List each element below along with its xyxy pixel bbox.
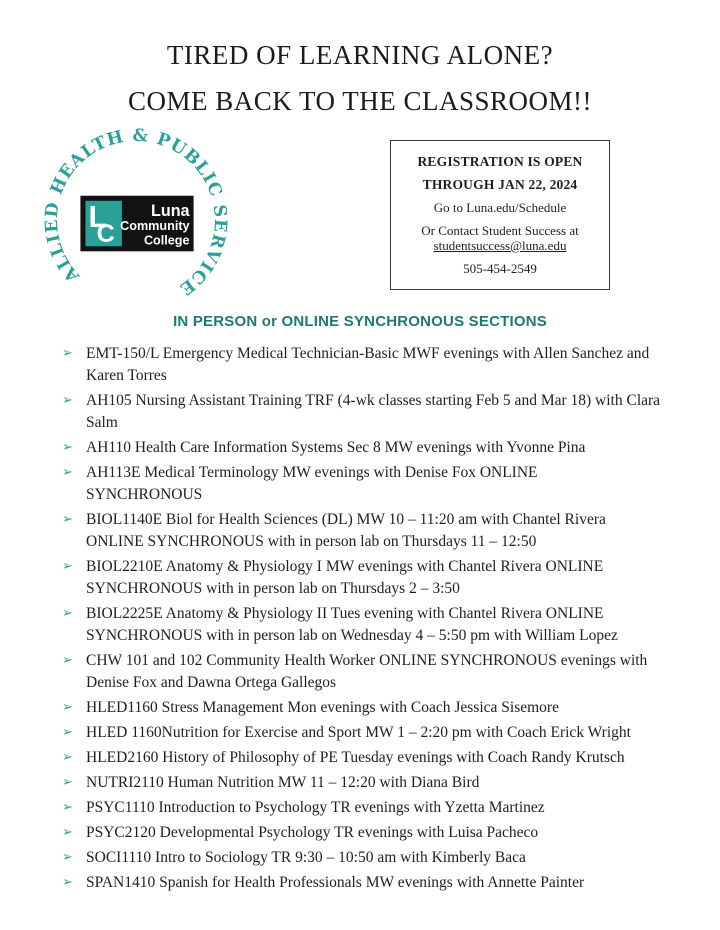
course-line: HLED2160 History of Philosophy of PE Tuesday evenings with Coach Randy Krutsch: [86, 749, 625, 766]
contact-text: Or Contact Student Success at: [421, 223, 579, 238]
course-line: SYNCHRONOUS with in person lab on Wednesday 4 – 5:50 pm with William Lopez: [86, 627, 618, 644]
course-item: [62, 747, 676, 769]
arrow-bullet-icon: ➢: [62, 750, 73, 765]
college-logo: [40, 124, 232, 316]
logo-name-line1: Luna: [150, 201, 190, 220]
course-item: [62, 797, 676, 819]
arrow-bullet-icon: ➢: [62, 875, 73, 890]
course-text: [86, 722, 676, 744]
course-text: [86, 437, 676, 459]
course-item: [62, 697, 676, 719]
arrow-bullet-icon: ➢: [62, 465, 73, 480]
course-item: [62, 822, 676, 844]
course-line: SYNCHRONOUS with in person lab on Thursdays 2 – 3:50: [86, 580, 460, 597]
registration-box: [390, 140, 610, 290]
course-text: [86, 872, 676, 894]
arrow-bullet-icon: ➢: [62, 725, 73, 740]
course-item: [62, 437, 676, 459]
arrow-bullet-icon: ➢: [62, 559, 73, 574]
course-text: [86, 772, 676, 794]
schedule-url: Go to Luna.edu/Schedule: [433, 200, 567, 215]
course-line: Karen Torres: [86, 367, 167, 384]
registration-deadline: THROUGH JAN 22, 2024: [422, 177, 578, 192]
page-title-line-1: TIRED OF LEARNING ALONE?: [166, 40, 554, 70]
registration-status: REGISTRATION IS OPEN: [417, 154, 583, 169]
course-line: AH110 Health Care Information Systems Sec 8 MW evenings with Yvonne Pina: [86, 439, 586, 456]
logo-name-line3: College: [143, 233, 190, 248]
course-line: AH105 Nursing Assistant Training TRF (4-wk classes starting Feb 5 and Mar 18) with Clara: [86, 392, 661, 409]
course-text: [86, 390, 676, 434]
course-line: SYNCHRONOUS: [86, 486, 203, 503]
course-item: [62, 722, 676, 744]
logo-monogram-c: C: [96, 220, 115, 249]
course-line: ONLINE SYNCHRONOUS with in person lab on Thursdays 11 – 12:50: [86, 533, 537, 550]
course-text: [86, 343, 676, 387]
arrow-bullet-icon: ➢: [62, 775, 73, 790]
course-text: [86, 822, 676, 844]
logo-ring-text: ALLIED HEALTH & PUBLIC SERVICE: [41, 125, 231, 299]
course-text: [86, 697, 676, 719]
course-line: HLED 1160Nutrition for Exercise and Sport MW 1 – 2:20 pm with Coach Erick Wright: [86, 724, 631, 741]
arrow-bullet-icon: ➢: [62, 606, 73, 621]
course-line: PSYC2120 Developmental Psychology TR evenings with Luisa Pacheco: [86, 824, 539, 841]
course-item: [62, 650, 676, 694]
arrow-bullet-icon: ➢: [62, 850, 73, 865]
arrow-bullet-icon: ➢: [62, 800, 73, 815]
course-text: [86, 509, 676, 553]
arrow-bullet-icon: ➢: [62, 440, 73, 455]
course-text: [86, 797, 676, 819]
course-text: [86, 462, 676, 506]
course-line: CHW 101 and 102 Community Health Worker ONLINE SYNCHRONOUS evenings with: [86, 652, 648, 669]
arrow-bullet-icon: ➢: [62, 700, 73, 715]
course-text: [86, 847, 676, 869]
course-line: Denise Fox and Dawna Ortega Gallegos: [86, 674, 337, 691]
course-line: AH113E Medical Terminology MW evenings with Denise Fox ONLINE: [86, 464, 538, 481]
course-item: [62, 343, 676, 387]
course-line: SPAN1410 Spanish for Health Professionals MW evenings with Annette Painter: [86, 874, 585, 891]
course-text: [86, 747, 676, 769]
logo-name-line2: Community: [120, 219, 190, 234]
course-item: [62, 462, 676, 506]
phone-number: 505-454-2549: [463, 261, 537, 276]
logo-monogram-l: L: [88, 201, 108, 235]
course-line: EMT-150/L Emergency Medical Technician-Basic MWF evenings with Allen Sanchez and: [86, 345, 650, 362]
course-text: [86, 603, 676, 647]
course-text: [86, 556, 676, 600]
course-item: [62, 772, 676, 794]
course-line: Salm: [86, 414, 118, 431]
course-line: SOCI1110 Intro to Sociology TR 9:30 – 10:50 am with Kimberly Baca: [86, 849, 526, 866]
arrow-bullet-icon: ➢: [62, 393, 73, 408]
arrow-bullet-icon: ➢: [62, 512, 73, 527]
arrow-bullet-icon: ➢: [62, 346, 73, 361]
course-list: [62, 343, 676, 894]
course-item: [62, 509, 676, 553]
course-text: [86, 650, 676, 694]
arrow-bullet-icon: ➢: [62, 825, 73, 840]
course-line: PSYC1110 Introduction to Psychology TR evenings with Yzetta Martinez: [86, 799, 545, 816]
course-item: [62, 872, 676, 894]
email-link[interactable]: studentsuccess@luna.edu: [433, 238, 567, 253]
section-heading: IN PERSON or ONLINE SYNCHRONOUS SECTIONS: [173, 313, 547, 330]
course-line: NUTRI2110 Human Nutrition MW 11 – 12:20 with Diana Bird: [86, 774, 480, 791]
course-item: [62, 556, 676, 600]
arrow-bullet-icon: ➢: [62, 653, 73, 668]
course-line: BIOL2225E Anatomy & Physiology II Tues evening with Chantel Rivera ONLINE: [86, 605, 604, 622]
course-line: BIOL1140E Biol for Health Sciences (DL) MW 10 – 11:20 am with Chantel Rivera: [86, 511, 606, 528]
contact-block: [421, 223, 578, 253]
course-item: [62, 390, 676, 434]
course-item: [62, 603, 676, 647]
course-item: [62, 847, 676, 869]
course-line: BIOL2210E Anatomy & Physiology I MW evenings with Chantel Rivera ONLINE: [86, 558, 604, 575]
course-line: HLED1160 Stress Management Mon evenings with Coach Jessica Sisemore: [86, 699, 559, 716]
page-title-line-2: COME BACK TO THE CLASSROOM!!: [127, 86, 593, 116]
